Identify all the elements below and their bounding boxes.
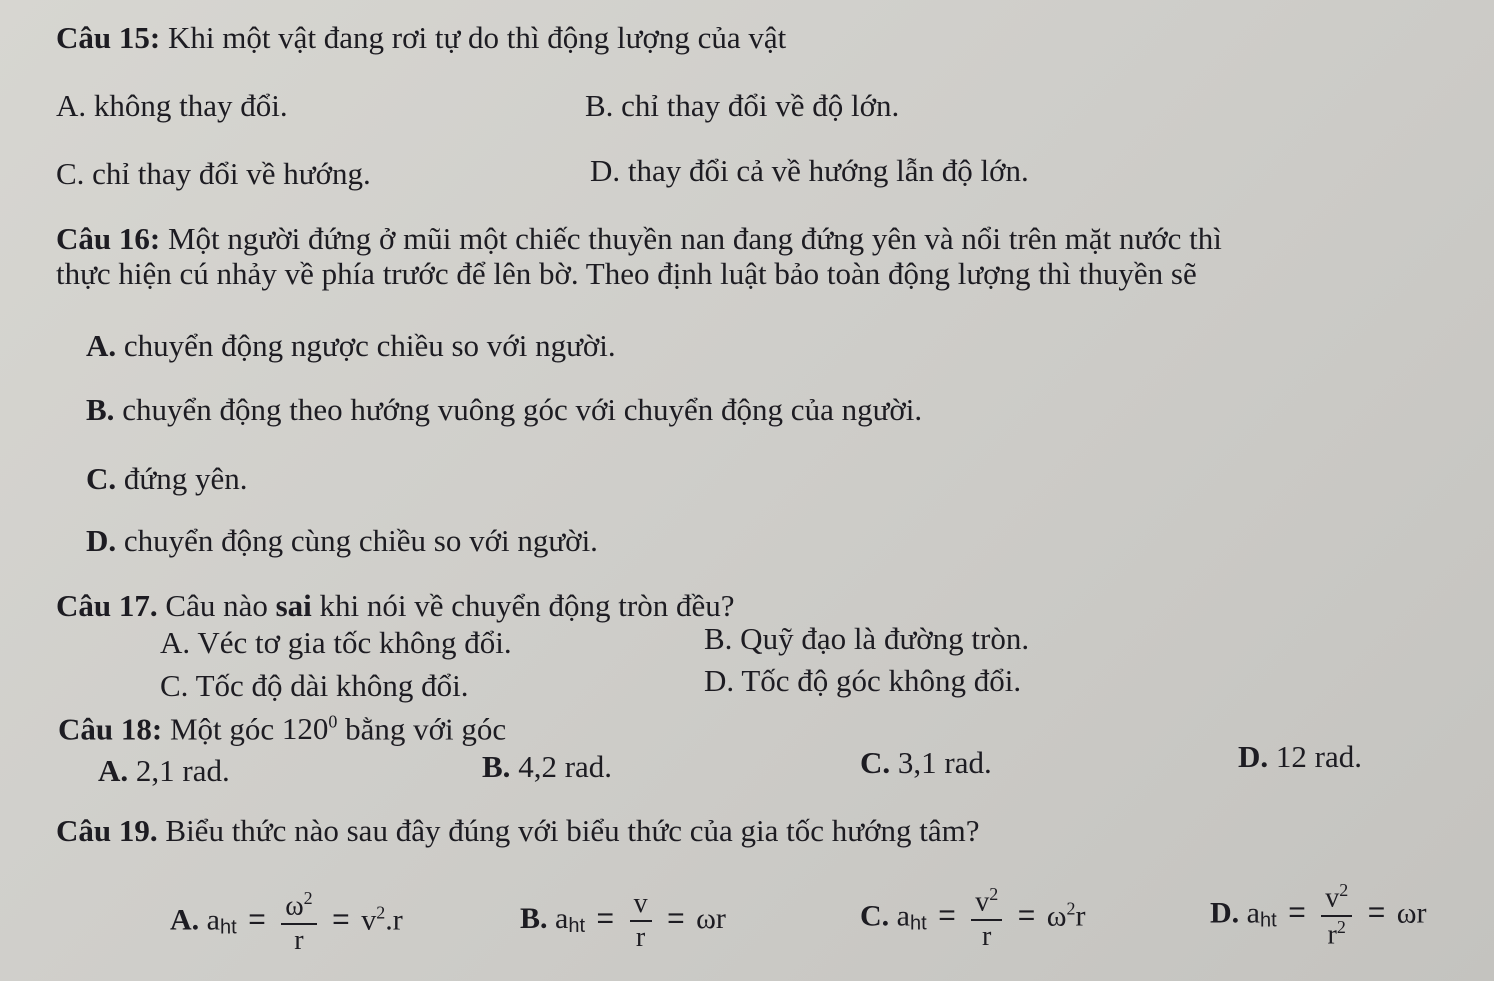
- q19-a-var: a: [206, 903, 220, 937]
- q19-c-num: [971, 884, 1002, 921]
- q17-option-c: C. Tốc độ dài không đổi.: [160, 668, 469, 703]
- q19-a-eq2: =: [332, 903, 350, 937]
- q16-a-text: chuyển động ngược chiều so với người.: [116, 328, 616, 363]
- q16-option-b: [86, 394, 922, 425]
- q16-c-text: đứng yên.: [116, 461, 248, 496]
- q18-text-post: bằng với góc: [337, 711, 507, 747]
- q19-b-tail: ωr: [696, 902, 726, 936]
- q18-b-label: B.: [482, 749, 511, 784]
- q19-d-v: v: [1325, 882, 1340, 914]
- q16-option-c: [86, 463, 247, 494]
- q18-stem: [58, 711, 507, 747]
- q15-option-d: D. thay đổi cả về hướng lẫn độ lớn.: [590, 153, 1029, 188]
- q19-a-eq1: =: [248, 903, 266, 937]
- q19-b-den: r: [635, 922, 646, 954]
- q15-label: Câu 15:: [56, 20, 161, 55]
- q15-text: Khi một vật đang rơi tự do thì động lượng của vật: [160, 20, 787, 55]
- q18-angle-sup: 0: [328, 712, 338, 732]
- q16-stem-line1: [56, 223, 1222, 254]
- q19-label: Câu 19.: [56, 813, 158, 848]
- q19-a-sub: ht: [220, 916, 237, 939]
- q15-option-c: C. chỉ thay đổi về hướng.: [56, 156, 371, 191]
- q19-d-num-sq: 2: [1339, 880, 1349, 900]
- q19-d-den-sq: 2: [1336, 916, 1346, 937]
- q16-d-label: D.: [86, 523, 117, 558]
- q17-text-pre: Câu nào: [157, 588, 276, 623]
- q18-option-d: [1238, 741, 1362, 772]
- q18-a-text: 2,1 rad.: [128, 753, 230, 788]
- q19-d-num: [1321, 880, 1352, 917]
- q17-option-d: D. Tốc độ góc không đổi.: [704, 663, 1022, 698]
- q19-d-tail: ωr: [1396, 896, 1427, 930]
- q16-label: Câu 16:: [56, 221, 161, 256]
- q19-a-den: r: [294, 924, 304, 956]
- q18-c-text: 3,1 rad.: [890, 745, 992, 780]
- q18-b-text: 4,2 rad.: [510, 749, 613, 784]
- q19-c-v: v: [975, 886, 990, 918]
- q16-c-label: C.: [86, 461, 117, 496]
- q18-label: Câu 18:: [58, 711, 163, 747]
- q19-d-eq1: =: [1288, 896, 1306, 930]
- q18-d-text: 12 rad.: [1268, 739, 1362, 774]
- q19-c-label: C.: [860, 899, 890, 933]
- q19-c-num-sq: 2: [989, 884, 999, 904]
- q19-d-label: D.: [1210, 896, 1240, 930]
- q17-text-post: khi nói về chuyển động tròn đều?: [311, 588, 735, 623]
- q19-option-d: [1210, 880, 1427, 951]
- q16-b-label: B.: [86, 392, 115, 427]
- q16-text1: Một người đứng ở mũi một chiếc thuyền nan đang đứng yên và nổi trên mặt nước thì: [160, 221, 1222, 256]
- q19-d-r: r: [1327, 918, 1337, 950]
- q16-option-d: [86, 525, 598, 556]
- q17-option-a: A. Véc tơ gia tốc không đổi.: [160, 625, 512, 660]
- q19-c-r: r: [1075, 899, 1086, 933]
- q19-a-label: A.: [170, 903, 200, 937]
- q19-d-var: a: [1246, 896, 1260, 930]
- q19-c-fraction: [971, 884, 1002, 953]
- q19-c-sub: ht: [910, 912, 927, 935]
- q19-a-fraction: [281, 888, 316, 957]
- q19-text: Biểu thức nào sau đây đúng với biểu thức của gia tốc hướng tâm?: [157, 813, 980, 848]
- q16-a-label: A.: [86, 328, 117, 363]
- q19-c-den: r: [982, 920, 992, 952]
- q18-a-label: A.: [98, 753, 129, 788]
- q19-a-num: [281, 888, 316, 925]
- q19-option-c: [860, 884, 1086, 953]
- q19-b-label: B.: [520, 902, 548, 936]
- q19-b-var: a: [555, 902, 569, 936]
- q17-text-bold: sai: [275, 588, 312, 623]
- q16-stem-line2: thực hiện cú nhảy về phía trước để lên bờ. Theo định luật bảo toàn động lượng thì thuyền sẽ: [56, 256, 1197, 291]
- q17-label: Câu 17.: [56, 588, 158, 623]
- q18-text-pre: Một góc: [162, 711, 282, 747]
- q16-b-text: chuyển động theo hướng vuông góc với chuyển động của người.: [114, 392, 923, 427]
- q19-a-v-sq: 2: [376, 902, 386, 923]
- q19-b-num: v: [630, 888, 652, 922]
- q18-angle-value: 120: [281, 711, 329, 747]
- q19-b-sub: ht: [568, 915, 586, 938]
- q19-a-tail: .r: [385, 903, 403, 937]
- q16-d-text: chuyển động cùng chiều so với người.: [116, 523, 598, 558]
- q19-d-fraction: [1321, 880, 1352, 951]
- q19-a-v: v: [361, 903, 377, 937]
- q15-stem: [56, 22, 786, 53]
- q19-option-a: [170, 888, 403, 957]
- q19-stem: [56, 815, 979, 846]
- q19-a-omega: ω: [285, 890, 304, 922]
- q19-a-num-sq: 2: [303, 888, 313, 908]
- q17-stem: [56, 590, 735, 621]
- q19-c-eq2: =: [1017, 899, 1036, 933]
- q16-option-a: [86, 330, 616, 361]
- q18-option-c: [860, 747, 992, 778]
- q18-d-label: D.: [1238, 739, 1269, 774]
- q15-option-b: B. chỉ thay đổi về độ lớn.: [585, 88, 900, 123]
- q15-option-a: A. không thay đổi.: [56, 88, 288, 123]
- q19-b-eq2: =: [667, 902, 685, 936]
- q19-b-eq1: =: [596, 902, 615, 936]
- q17-option-b: B. Quỹ đạo là đường tròn.: [704, 621, 1030, 656]
- q19-c-omega-sq: 2: [1066, 898, 1076, 919]
- q19-d-eq2: =: [1367, 896, 1386, 930]
- q19-d-sub: ht: [1260, 909, 1277, 932]
- q18-c-label: C.: [860, 745, 891, 780]
- q18-option-b: [482, 751, 612, 782]
- q19-c-omega: ω: [1046, 899, 1067, 933]
- q19-c-eq1: =: [938, 899, 956, 933]
- q19-option-b: [520, 888, 726, 954]
- q19-b-fraction: [630, 888, 652, 954]
- q18-angle: [282, 711, 338, 746]
- q19-c-var: a: [896, 899, 910, 933]
- q19-d-den: [1321, 917, 1352, 952]
- q18-option-a: [98, 755, 230, 786]
